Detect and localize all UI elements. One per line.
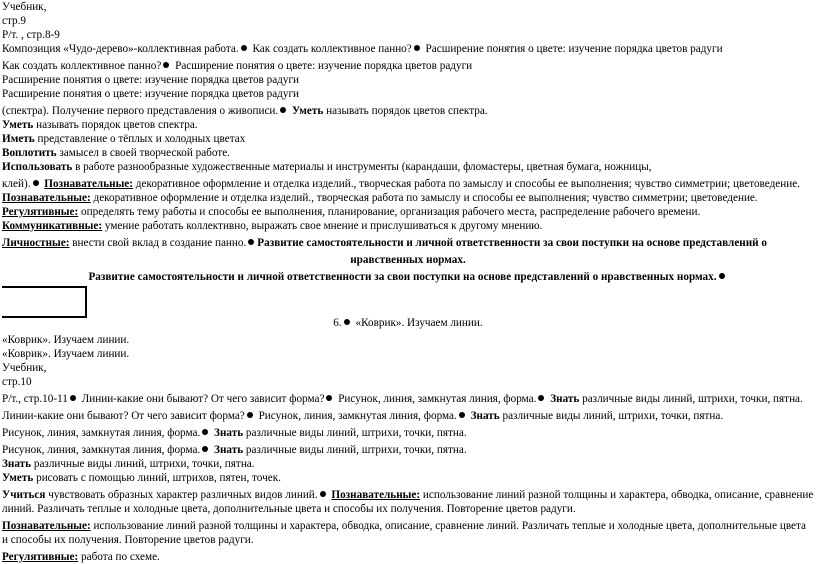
lesson-title: «Коврик». Изучаем линии.: [355, 317, 483, 329]
skill-text: различные виды линий, штрихи, точки, пятна.: [579, 393, 803, 405]
topics-line: [2, 42, 814, 56]
skill-text: называть порядок цветов спектра.: [33, 119, 198, 131]
workbook-ref: Р/т., стр.10-11: [2, 393, 68, 405]
topic-text: Рисунок, линия, замкнутая линия, форма.: [2, 444, 201, 456]
bullet-icon: [241, 45, 247, 51]
bullet-icon: [202, 446, 208, 452]
bullet-icon: [280, 107, 286, 113]
cognitive-label: Познавательные:: [331, 489, 421, 501]
skill-keyword: Иметь: [2, 133, 35, 145]
cognitive-label: Познавательные:: [2, 520, 91, 532]
bullet-icon: [70, 395, 76, 401]
personal-line-repeat: [2, 270, 814, 284]
topic-text: Рисунок, линия, замкнутая линия, форма.: [2, 427, 201, 439]
skill-text: в работе разнообразные художественные материалы и инструменты (карандаши, фломастеры, цветная бумага, ножницы,: [72, 161, 652, 173]
skill-keyword: Уметь: [2, 119, 34, 131]
communicative-text: умение работать коллективно, выражать свое мнение и прислушиваться к другому мнению.: [102, 220, 543, 232]
skill-line: [2, 177, 814, 191]
personal-text: внести свой вклад в создание панно.: [69, 237, 247, 249]
personal-bold-text: нравственных нормах.: [350, 254, 466, 266]
topics-line: [2, 392, 814, 406]
page-ref: стр.10: [2, 376, 32, 388]
skill-text: замысел в своей творческой работе.: [56, 147, 230, 159]
skill-text: различные виды линий, штрихи, точки, пятна.: [243, 427, 467, 439]
topic-text: Линии-какие они бывают? От чего зависит форма?: [81, 393, 325, 405]
bullet-icon: [247, 412, 253, 418]
bullet-icon: [344, 319, 350, 325]
bullet-icon: [202, 429, 208, 435]
skill-keyword: Учиться: [2, 489, 46, 501]
skill-text: представление о тёплых и холодных цветах: [34, 133, 246, 145]
bullet-icon: [320, 491, 326, 497]
table-cell-border: [2, 286, 87, 318]
textbook-label: Учебник,: [2, 362, 47, 374]
regulative-label: Регулятивные:: [2, 551, 79, 563]
cognitive-line: [2, 191, 814, 205]
bullet-icon: [163, 62, 169, 68]
topic-text: Как создать коллективное панно?: [252, 43, 412, 55]
skill-text: клей).: [2, 178, 31, 190]
skill-text: называть порядок цветов спектра.: [323, 105, 488, 117]
topic-text: Композиция «Чудо-дерево»-коллективная работа.: [2, 43, 239, 55]
communicative-line: [2, 219, 814, 233]
table-cell-row: [2, 284, 814, 318]
workbook-ref: Р/т. , стр.8-9: [2, 29, 60, 41]
regulative-label: Регулятивные:: [2, 206, 79, 218]
skill-text: чувствовать образных характер различных видов линий.: [45, 489, 318, 501]
skill-keyword: Знать: [470, 410, 500, 422]
cognitive-text: использование линий разной толщины и характера, обводка, описание, сравнение линий. Различать теплые и холодные цвета, дополнительные цвета и способы их получения. Повторение цветов радуги.: [2, 489, 814, 515]
skill-text: рисовать с помощью линий, штрихов, пятен, точек.: [33, 472, 281, 484]
bullet-icon: [414, 45, 420, 51]
topic-text: Как создать коллективное панно?: [2, 60, 162, 72]
topic-line: [2, 104, 814, 118]
page-ref: стр.9: [2, 15, 26, 27]
skill-line: [2, 471, 814, 485]
skill-line: [2, 160, 814, 174]
communicative-label: Коммуникативные:: [2, 220, 103, 232]
regulative-text: определять тему работы и способы ее выполнения, планирование, организация рабочего места, распределение рабочего времени.: [78, 206, 701, 218]
cognitive-label: Познавательные:: [2, 192, 91, 204]
bullet-icon: [326, 395, 332, 401]
skill-line: [2, 457, 814, 471]
topic-text: Расширение понятия о цвете: изучение порядка цветов радуги: [425, 43, 723, 55]
lesson-title-line: «Коврик». Изучаем линии.: [2, 348, 130, 360]
topic-text: (спектра). Получение первого представления о живописи.: [2, 105, 279, 117]
skill-line: [2, 118, 814, 132]
bullet-icon: [719, 273, 725, 279]
skill-text: различные виды линий, штрихи, точки, пятна.: [31, 458, 255, 470]
personal-line-cont: [2, 253, 814, 267]
skill-keyword: Использовать: [2, 161, 73, 173]
bullet-icon: [459, 412, 465, 418]
regulative-line: [2, 205, 814, 219]
regulative-text: работа по схеме.: [78, 551, 160, 563]
personal-bold-text: Развитие самостоятельности и личной ответственности за свои поступки на основе представлений о: [257, 237, 768, 249]
skill-keyword: Воплотить: [2, 147, 57, 159]
topic-text: Расширение понятия о цвете: изучение порядка цветов радуги: [175, 60, 473, 72]
skill-keyword: Уметь: [2, 472, 34, 484]
cognitive-paragraph: [2, 519, 814, 547]
skill-keyword: Знать: [214, 444, 244, 456]
cognitive-label: Познавательные:: [44, 178, 133, 190]
skill-text: различные виды линий, штрихи, точки, пятна.: [243, 444, 467, 456]
personal-bold-text: Развитие самостоятельности и личной ответственности за свои поступки на основе представлений о нравственных нормах.: [88, 271, 717, 283]
skill-keyword: Уметь: [292, 105, 324, 117]
bullet-icon: [538, 395, 544, 401]
topics-line: [2, 409, 814, 423]
topic-line: Расширение понятия о цвете: изучение порядка цветов радуги: [2, 74, 300, 86]
skill-keyword: Знать: [2, 458, 32, 470]
topic-text: Рисунок, линия, замкнутая линия, форма.: [258, 410, 457, 422]
topics-line: [2, 59, 814, 73]
textbook-label: Учебник,: [2, 1, 47, 13]
cognitive-text: использование линий разной толщины и характера, обводка, описание, сравнение линий. Различать теплые и холодные цвета, дополнительные цвета и способы их получения. Повторение цветов радуги.: [2, 520, 806, 546]
skill-keyword: Знать: [214, 427, 244, 439]
skill-text: различные виды линий, штрихи, точки, пятна.: [499, 410, 724, 422]
skill-line: [2, 146, 814, 160]
lesson-number-line: [2, 316, 814, 330]
bullet-icon: [33, 180, 39, 186]
topics-line: [2, 443, 814, 457]
topic-text: Рисунок, линия, замкнутая линия, форма.: [338, 393, 537, 405]
cognitive-text: декоративное оформление и отделка изделий., творческая работа по замыслу и способы ее выполнения; чувство симметрии; цветоведение.: [133, 178, 800, 190]
bullet-icon: [248, 239, 254, 245]
personal-label: Личностные:: [2, 237, 70, 249]
cognitive-text: декоративное оформление и отделка изделий., творческая работа по замыслу и способы ее выполнения; чувство симметрии; цветоведение.: [90, 192, 758, 204]
topic-text: Линии-какие они бывают? От чего зависит форма?: [2, 410, 245, 422]
skill-keyword: Знать: [550, 393, 580, 405]
document-page: [2, 0, 814, 564]
skill-line: [2, 132, 814, 146]
topics-line: [2, 426, 814, 440]
lesson-title-line: «Коврик». Изучаем линии.: [2, 334, 130, 346]
regulative-line: [2, 550, 814, 564]
topic-line: Расширение понятия о цвете: изучение порядка цветов радуги: [2, 88, 300, 100]
personal-line: [2, 236, 814, 250]
lesson-number: 6.: [333, 317, 342, 329]
